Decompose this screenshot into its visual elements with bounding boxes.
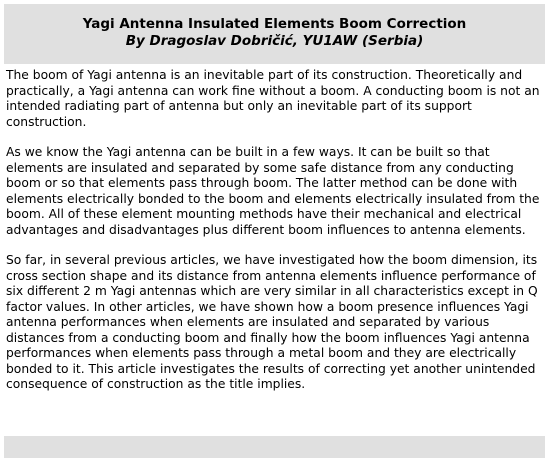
paragraph-2: As we know the Yagi antenna can be built in a few ways. It can be built so that elements are insulated and separated by some safe distance from any conducting boom or so that elements pass through boom. The latter method can be done with elements electrically bonded to the boom and elements electrically insulated from the boom. All of these element mounting methods have their mechanical and electrical advantages and disadvantages plus different boom influences to antenna elements. — [6, 145, 540, 237]
paragraph-3: So far, in several previous articles, we have investigated how the boom dimension, its cross section shape and its distance from antenna elements influence performance of six different 2 m Yagi antennas which are very similar in all characteristics except in Q factor values. In other articles, we have shown how a boom presence influences Yagi antenna performances when elements are insulated and separated by various distances from a conducting boom and finally how the boom influences Yagi antenna performances when elements pass through a metal boom and they are electrically bonded to it. This article investigates the results of correcting yet another unintended consequence of construction as the title implies. — [6, 253, 538, 391]
article-footer-bar — [4, 436, 545, 458]
article-body — [6, 68, 543, 408]
article-byline: By Dragoslav Dobričić, YU1AW (Serbia) — [125, 33, 424, 49]
article-title: Yagi Antenna Insulated Elements Boom Correction — [82, 16, 467, 32]
article-page — [4, 4, 545, 454]
article-header — [4, 4, 545, 64]
paragraph-1: The boom of Yagi antenna is an inevitable part of its construction. Theoretically and practically, a Yagi antenna can work fine without a boom. A conducting boom is not an intended radiating part of antenna but only an inevitable part of its support construction. — [6, 68, 540, 129]
